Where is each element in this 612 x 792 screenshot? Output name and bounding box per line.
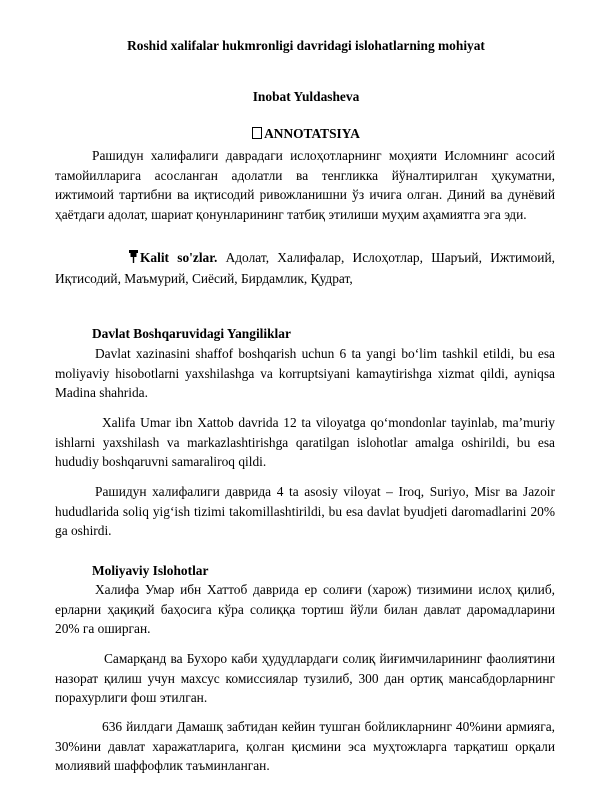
keywords-label: Kalit so'zlar.: [140, 250, 218, 265]
finance-paragraph-3: 636 йилдаги Дамашқ забтидан кейин тушган бойликларнинг 40%ини армияга, 30%ини давлат харажатларига, қолган қисмини эса муҳтожларга тарқатиш орқали молиявий шаффофлик таъминланган.: [55, 719, 555, 774]
governance-paragraph-1: Davlat xazinasini shaffof boshqarish uchun 6 ta yangi bo‘lim tashkil etildi, bu esa moliyaviy hisobotlarni yaxshilashga va korruptsiyani kamaytirishga xizmat qildi, ayniqsa Madina shahrida.: [55, 346, 555, 401]
finance-paragraph-1: Халифа Умар ибн Хаттоб даврида ер солиғи (харож) тизимини ислоҳ қилиб, ерларни ҳақиқий баҳосига кўра солиққа тортиш йўли билан давлат даромадларини 20% га оширган.: [55, 582, 555, 637]
finance-paragraph-2: Самарқанд ва Бухоро каби ҳудудлардаги солиқ йиғимчиларининг фаолиятини назорат қилиш учун махсус комиссиялар тузилиб, 300 дан ортиқ мансабдорларнинг порахурлиги фош этилган.: [55, 651, 555, 706]
pushpin-icon: [92, 249, 138, 269]
governance-paragraph-3: Рашидун халифалиги даврида 4 ta asosiy viloyat – Iroq, Suriyo, Misr ва Jazoir hududlarida soliq yig‘ish tizimi takomillashtirildi, bu esa davlat byudjeti daromadlarini 20% ga oshirdi.: [55, 484, 555, 539]
section-heading-finance: Moliyaviy Islohotlar: [92, 563, 209, 578]
document-title: Roshid xalifalar hukmronligi davridagi islohatlarning mohiyat: [127, 38, 485, 53]
annotation-paragraph: Рашидун халифалиги даврадаги ислоҳотларнинг моҳияти Исломнинг асосий тамойилларига асосланган адолатли ва тенгликка йўналтирилган ҳукуматни, ижтимоий тартибни ва иқтисодий ривожланишни ўз ичига олган. Диний ва дунёвий ҳаётдаги адолат, шариат қонунларининг татбиқ этилиши муҳим аҳамиятга эга эди.: [55, 148, 555, 222]
annotation-heading-text: ANNOTATSIYA: [264, 126, 360, 141]
annotation-heading: [0, 126, 612, 142]
keywords-text: Адолат, Халифалар, Ислоҳотлар, Шаръий, Ижтимоий, Иқтисодий, Маъмурий, Сиёсий, Бирдамлик, Қудрат,: [55, 250, 555, 286]
section-heading-governance: Davlat Boshqaruvidagi Yangiliklar: [92, 326, 291, 341]
keywords-paragraph: [55, 248, 555, 288]
placeholder-box-icon: [252, 127, 262, 139]
governance-paragraph-2: Xalifa Umar ibn Xattob davrida 12 ta viloyatga qo‘mondonlar tayinlab, ma’muriy ishlarni yaxshilash va markazlashtirishga qaratilgan islohotlar amalga oshirildi, bu esa hududiy boshqaruvni samaraliroq qildi.: [55, 415, 555, 470]
author-name: Inobat Yuldasheva: [252, 89, 360, 104]
